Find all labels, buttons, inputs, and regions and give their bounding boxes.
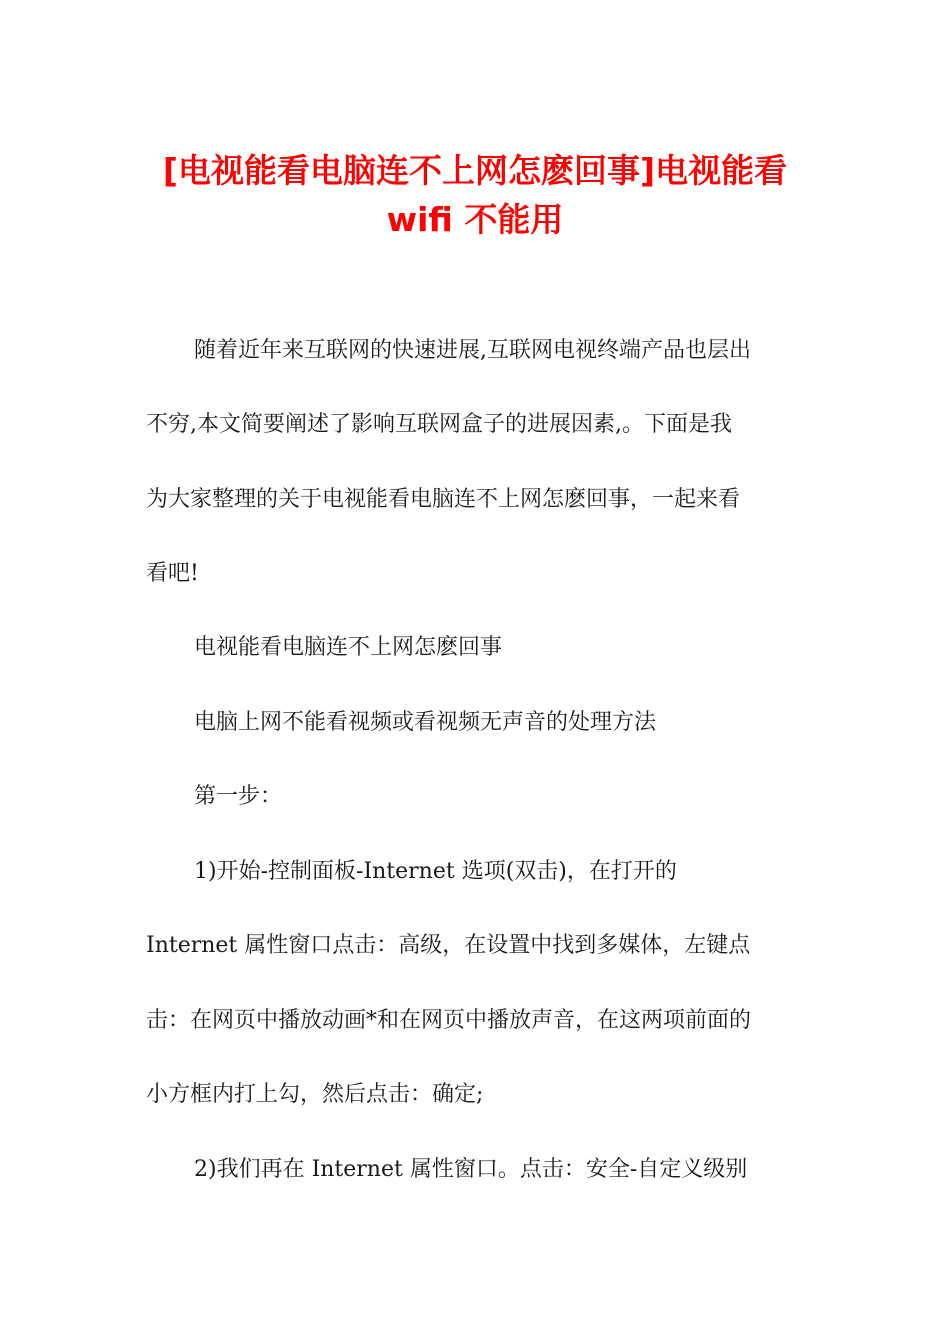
step-1-line-2: Internet 属性窗口点击：高级，在设置中找到多媒体，左键点 bbox=[146, 933, 751, 958]
step-1-line-4: 小方框内打上勾，然后点击：确定; bbox=[146, 1082, 484, 1107]
paragraph-1-line-3: 为大家整理的关于电视能看电脑连不上网怎麽回事，一起来看 bbox=[146, 487, 741, 512]
method-heading: 电脑上网不能看视频或看视频无声音的处理方法 bbox=[194, 710, 657, 735]
section-heading: 电视能看电脑连不上网怎麽回事 bbox=[194, 635, 503, 660]
step-2-line-1: 2)我们再在 Internet 属性窗口。点击：安全-自定义级别 bbox=[194, 1157, 748, 1182]
paragraph-1-line-4: 看吧! bbox=[146, 561, 199, 586]
paragraph-1-line-2: 不穷,本文简要阐述了影响互联网盒子的进展因素,。下面是我 bbox=[146, 412, 732, 437]
paragraph-1-line-1: 随着近年来互联网的快速进展,互联网电视终端产品也层出 bbox=[194, 338, 751, 363]
step-1-line-3: 击：在网页中播放动画*和在网页中播放声音，在这两项前面的 bbox=[146, 1008, 752, 1033]
document-title-line-2: wifi 不能用 bbox=[386, 200, 564, 239]
document-title-line-1: [电视能看电脑连不上网怎麽回事]电视能看 bbox=[162, 151, 788, 190]
step-1-line-1: 1)开始-控制面板-Internet 选项(双击)，在打开的 bbox=[194, 859, 677, 884]
step-one-heading: 第一步： bbox=[194, 784, 283, 809]
